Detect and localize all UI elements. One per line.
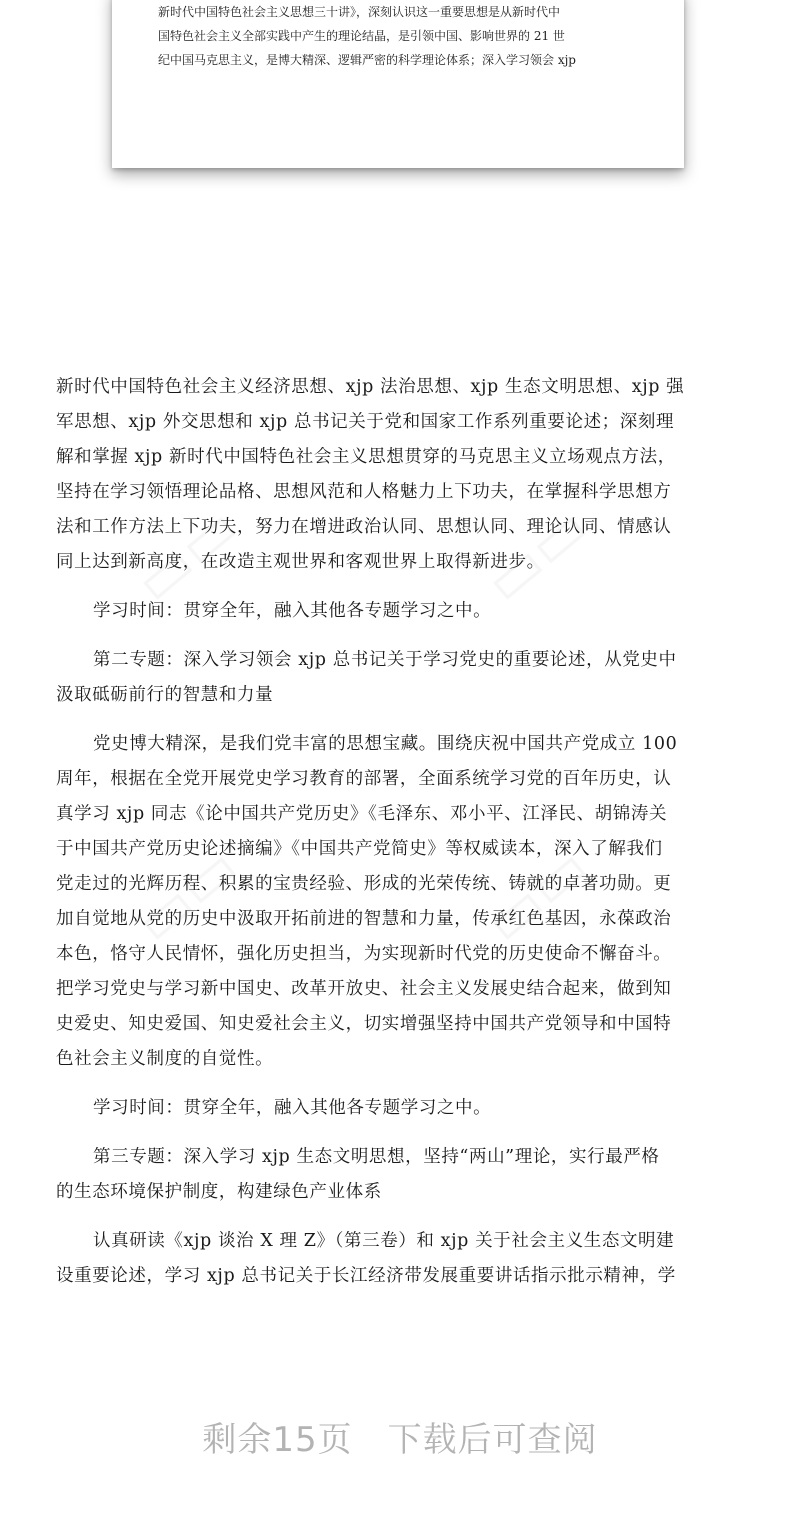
text-line: 色社会主义制度的自觉性。 xyxy=(56,1049,274,1069)
topic-heading xyxy=(56,1140,716,1210)
paragraph xyxy=(56,370,716,580)
text-line: 加自觉地从党的历史中汲取开拓前进的智慧和力量，传承红色基因，永葆政治 xyxy=(56,909,672,929)
text-line: 第三专题：深入学习 xjp 生态文明思想，坚持“两山”理论，实行最严格 xyxy=(93,1147,660,1167)
text-line: 认真研读《xjp 谈治 X 理 Z》（第三卷）和 xjp 关于社会主义生态文明建 xyxy=(93,1231,675,1251)
text-line: 周年，根据在全党开展党史学习教育的部署，全面系统学习党的百年历史，认 xyxy=(56,769,672,789)
paragraph xyxy=(56,1224,716,1294)
document-body xyxy=(56,370,716,1294)
text-line: 史爱史、知史爱国、知史爱社会主义，切实增强坚持中国共产党领导和中国特 xyxy=(56,1014,672,1034)
text-line: 真学习 xjp 同志《论中国共产党历史》《毛泽东、邓小平、江泽民、胡锦涛关 xyxy=(56,804,668,824)
text-line: 同上达到新高度，在改造主观世界和客观世界上取得新进步。 xyxy=(56,552,545,572)
text-line: 军思想、xjp 外交思想和 xjp 总书记关于党和国家工作系列重要论述；深刻理 xyxy=(56,412,675,432)
text-line: 把学习党史与学习新中国史、改革开放史、社会主义发展史结合起来，做到知 xyxy=(56,979,672,999)
preview-line: 国特色社会主义全部实践中产生的理论结晶，是引领中国、影响世界的 21 世 xyxy=(158,29,565,43)
text-line: 汲取砥砺前行的智慧和力量 xyxy=(56,685,274,705)
text-line: 的生态环境保护制度，构建绿色产业体系 xyxy=(56,1182,382,1202)
text-line: 新时代中国特色社会主义经济思想、xjp 法治思想、xjp 生态文明思想、xjp 强 xyxy=(56,377,685,397)
topic-heading xyxy=(56,643,716,713)
text-line: 党走过的光辉历程、积累的宝贵经验、形成的光荣传统、铸就的卓著功勋。更 xyxy=(56,874,672,894)
text-line: 本色，恪守人民情怀，强化历史担当，为实现新时代党的历史使命不懈奋斗。 xyxy=(56,944,672,964)
text-line: 党史博大精深，是我们党丰富的思想宝藏。围绕庆祝中国共产党成立 100 xyxy=(93,734,678,754)
previous-page-preview xyxy=(112,0,684,168)
text-line: 坚持在学习领悟理论品格、思想风范和人格魅力上下功夫，在掌握科学思想方 xyxy=(56,482,672,502)
text-line: 第二专题：深入学习领会 xjp 总书记关于学习党史的重要论述，从党史中 xyxy=(93,650,677,670)
preview-text xyxy=(158,0,648,72)
study-time-line: 学习时间：贯穿全年，融入其他各专题学习之中。 xyxy=(93,1098,492,1118)
text-line: 解和掌握 xjp 新时代中国特色社会主义思想贯穿的马克思主义立场观点方法， xyxy=(56,447,676,467)
preview-line: 纪中国马克思主义，是博大精深、逻辑严密的科学理论体系；深入学习领会 xjp xyxy=(158,53,576,67)
paragraph xyxy=(56,727,716,1077)
preview-line: 新时代中国特色社会主义思想三十讲》，深刻认识这一重要思想是从新时代中 xyxy=(158,5,561,19)
text-line: 于中国共产党历史论述摘编》《中国共产党简史》等权威读本，深入了解我们 xyxy=(56,839,663,859)
study-time-line: 学习时间：贯穿全年，融入其他各专题学习之中。 xyxy=(93,601,492,621)
remaining-pages-notice[interactable]: 剩余15页 下载后可查阅 xyxy=(202,1420,598,1460)
text-line: 设重要论述，学习 xjp 总书记关于长江经济带发展重要讲话指示批示精神，学 xyxy=(56,1266,676,1286)
text-line: 法和工作方法上下功夫，努力在增进政治认同、思想认同、理论认同、情感认 xyxy=(56,517,672,537)
